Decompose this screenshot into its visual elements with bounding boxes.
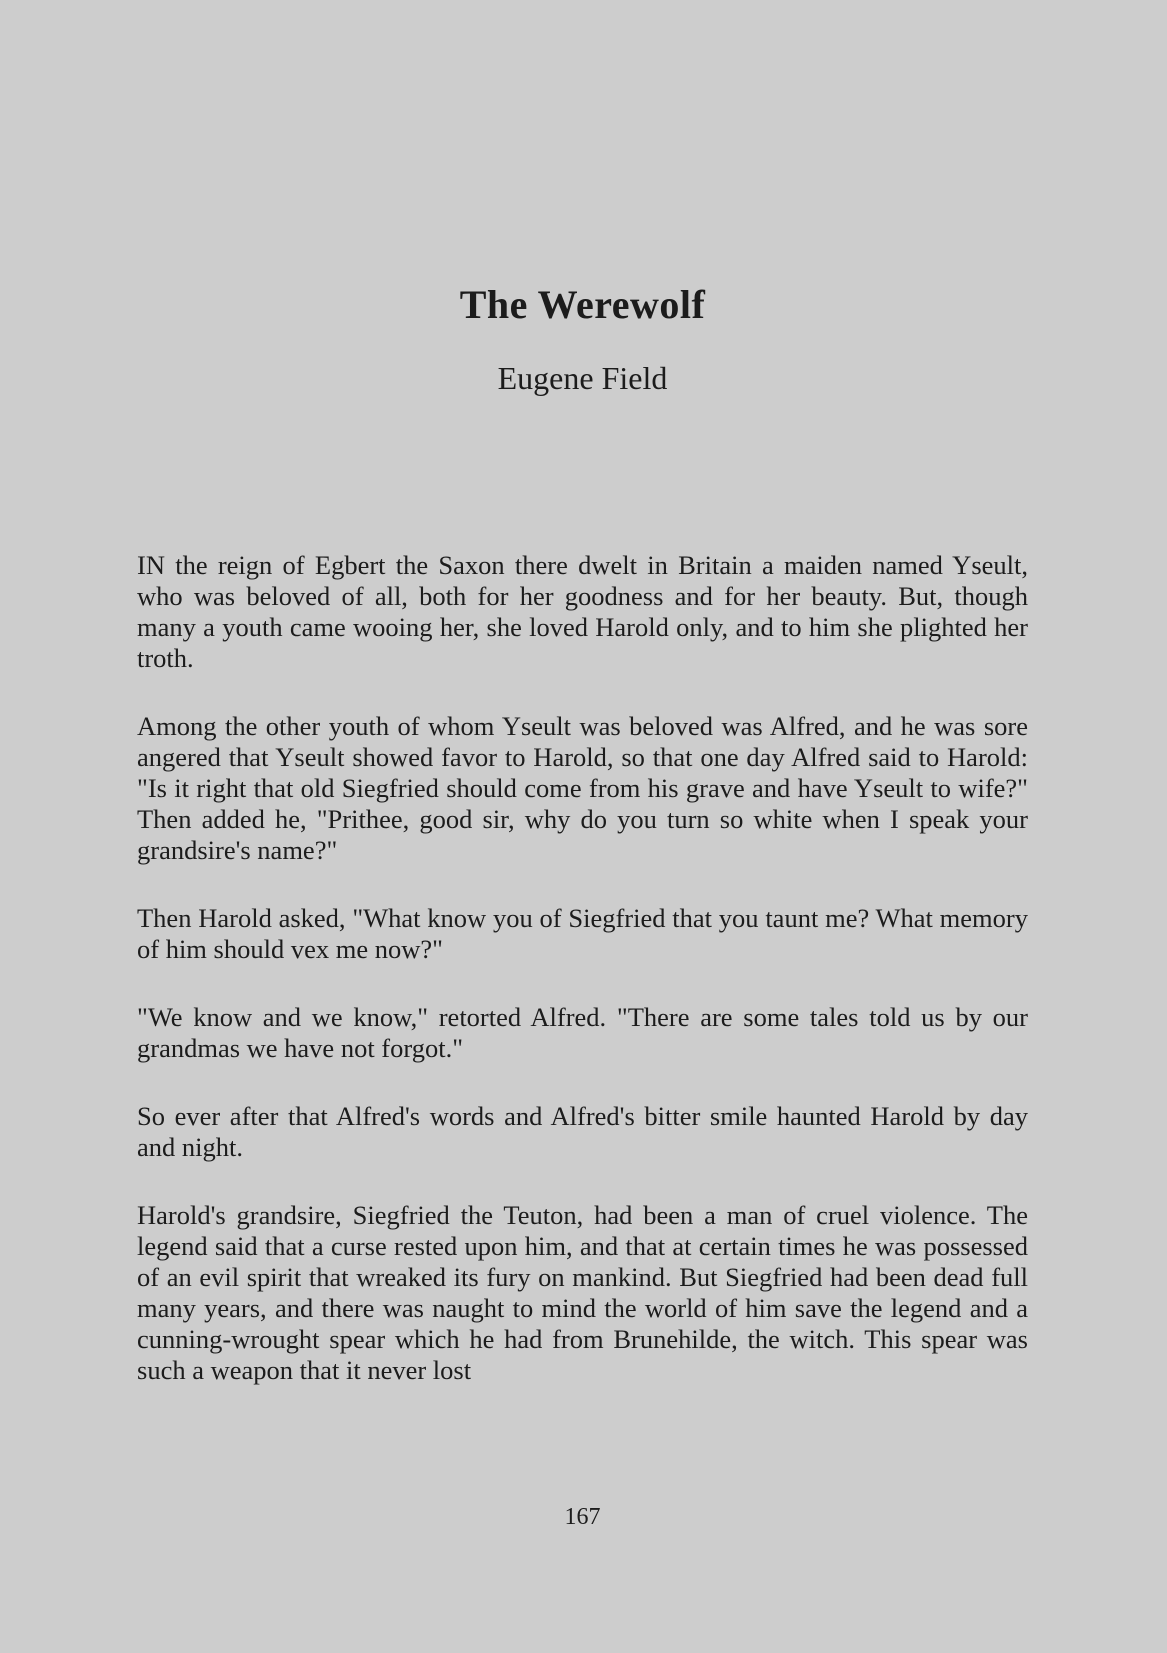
story-text [137,550,1028,1386]
paragraph: IN the reign of Egbert the Saxon there dwelt in Britain a maiden named Yseult, who was beloved of all, both for her goodness and for her beauty. But, though many a youth came wooing her, she loved Harold only, and to him she plighted her troth. [137,550,1028,673]
paragraph: So ever after that Alfred's words and Alfred's bitter smile haunted Harold by day and night. [137,1101,1028,1162]
book-page [137,0,1028,1653]
chapter-title: The Werewolf [459,282,706,327]
paragraph: "We know and we know," retorted Alfred. "There are some tales told us by our grandmas we have not forgot." [137,1002,1028,1063]
paragraph: Harold's grandsire, Siegfried the Teuton, had been a man of cruel violence. The legend said that a curse rested upon him, and that at certain times he was possessed of an evil spirit that wreaked its fury on mankind. But Siegfried had been dead full many years, and there was naught to mind the world of him save the legend and a cunning-wrought spear which he had from Brunehilde, the witch. This spear was such a weapon that it never lost [137,1200,1028,1385]
paragraph: Among the other youth of whom Yseult was beloved was Alfred, and he was sore angered that Yseult showed favor to Harold, so that one day Alfred said to Harold: "Is it right that old Siegfried should come from his grave and have Yseult to wife?" Then added he, "Prithee, good sir, why do you turn so white when I speak your grandsire's name?" [137,711,1028,865]
paragraph: Then Harold asked, "What know you of Siegfried that you taunt me? What memory of him should vex me now?" [137,903,1028,964]
page-number: 167 [564,1504,601,1530]
author-name: Eugene Field [497,360,668,396]
